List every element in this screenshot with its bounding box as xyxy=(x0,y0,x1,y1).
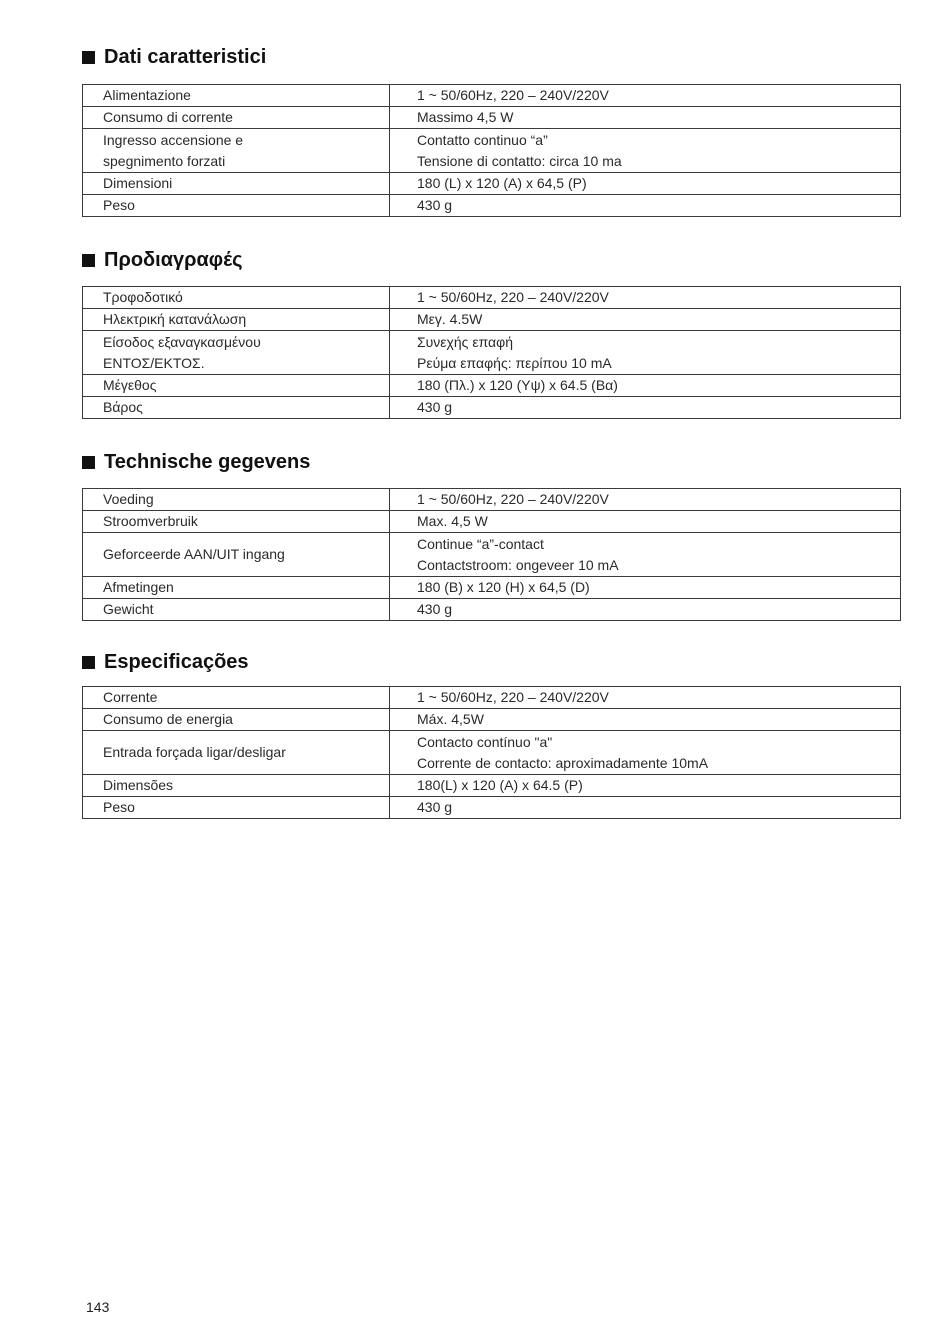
spec-label: Corrente xyxy=(83,687,390,709)
spec-table-greek xyxy=(82,286,901,419)
spec-value-line: Συνεχής επαφή xyxy=(417,333,513,350)
table-row xyxy=(83,489,901,511)
spec-label: Dimensioni xyxy=(83,173,390,195)
spec-label: Τροφοδοτικό xyxy=(83,287,390,309)
spec-value: 180 (L) x 120 (A) x 64,5 (P) xyxy=(390,173,901,195)
table-row xyxy=(83,331,901,375)
spec-label: Afmetingen xyxy=(83,577,390,599)
spec-value-line: Tensione di contatto: circa 10 ma xyxy=(417,152,622,169)
spec-value-line: Contacto contínuo "a" xyxy=(417,733,553,750)
spec-label: Geforceerde AAN/UIT ingang xyxy=(83,533,390,577)
spec-value-line: Contactstroom: ongeveer 10 mA xyxy=(417,556,619,573)
table-row xyxy=(83,195,901,217)
table-row xyxy=(83,775,901,797)
spec-value: Máx. 4,5W xyxy=(390,709,901,731)
spec-value-line: Continue “a”-contact xyxy=(417,535,544,552)
spec-value xyxy=(390,331,901,375)
spec-value: 1 ~ 50/60Hz, 220 – 240V/220V xyxy=(390,85,901,107)
table-row xyxy=(83,375,901,397)
table-row xyxy=(83,599,901,621)
section-heading-italian xyxy=(82,44,266,70)
section-title: Dati caratteristici xyxy=(104,45,267,68)
section-title: Προδιαγραφές xyxy=(104,248,243,271)
spec-value: 180(L) x 120 (A) x 64.5 (P) xyxy=(390,775,901,797)
section-title: Technische gegevens xyxy=(104,450,311,473)
table-row xyxy=(83,129,901,173)
table-row xyxy=(83,731,901,775)
table-row xyxy=(83,173,901,195)
spec-table-italian xyxy=(82,84,901,217)
spec-value: 430 g xyxy=(390,397,901,419)
spec-value: Μεγ. 4.5W xyxy=(390,309,901,331)
spec-value-line: Corrente de contacto: aproximadamente 10mA xyxy=(417,754,709,771)
spec-value xyxy=(390,731,901,775)
section-heading-dutch xyxy=(82,449,310,475)
spec-value: 1 ~ 50/60Hz, 220 – 240V/220V xyxy=(390,489,901,511)
spec-value: 180 (B) x 120 (H) x 64,5 (D) xyxy=(390,577,901,599)
table-row xyxy=(83,687,901,709)
spec-table-dutch xyxy=(82,488,901,621)
table-row xyxy=(83,533,901,577)
table-row xyxy=(83,397,901,419)
square-bullet-icon xyxy=(82,254,95,267)
spec-label: Peso xyxy=(83,797,390,819)
spec-value xyxy=(390,533,901,577)
square-bullet-icon xyxy=(82,51,95,64)
page-number: 143 xyxy=(86,1299,110,1315)
spec-value: 430 g xyxy=(390,599,901,621)
spec-label: Gewicht xyxy=(83,599,390,621)
spec-label: Βάρος xyxy=(83,397,390,419)
spec-label-line: Είσοδος εξαναγκασμένου xyxy=(103,333,261,350)
spec-label: Consumo di corrente xyxy=(83,107,390,129)
section-heading-greek xyxy=(82,247,243,273)
table-row xyxy=(83,577,901,599)
spec-value: 180 (Πλ.) x 120 (Υψ) x 64.5 (Βα) xyxy=(390,375,901,397)
spec-label: Consumo de energia xyxy=(83,709,390,731)
table-row xyxy=(83,85,901,107)
spec-table-portuguese xyxy=(82,686,901,819)
spec-value-line: Ρεύμα επαφής: περίπου 10 mA xyxy=(417,354,612,371)
table-row xyxy=(83,511,901,533)
square-bullet-icon xyxy=(82,456,95,469)
table-row xyxy=(83,309,901,331)
table-row xyxy=(83,709,901,731)
spec-value: 1 ~ 50/60Hz, 220 – 240V/220V xyxy=(390,687,901,709)
spec-value-line: Contatto continuo “a” xyxy=(417,131,548,148)
spec-label xyxy=(83,331,390,375)
spec-label: Peso xyxy=(83,195,390,217)
table-row xyxy=(83,287,901,309)
spec-value: Max. 4,5 W xyxy=(390,511,901,533)
square-bullet-icon xyxy=(82,656,95,669)
spec-label: Dimensões xyxy=(83,775,390,797)
spec-value: 430 g xyxy=(390,797,901,819)
spec-label: Alimentazione xyxy=(83,85,390,107)
spec-label-line: Ingresso accensione e xyxy=(103,131,244,148)
table-row xyxy=(83,797,901,819)
spec-label: Ηλεκτρική κατανάλωση xyxy=(83,309,390,331)
spec-label: Entrada forçada ligar/desligar xyxy=(83,731,390,775)
spec-label-line: ΕΝΤΟΣ/ΕΚΤΟΣ. xyxy=(103,354,205,371)
spec-label: Stroomverbruik xyxy=(83,511,390,533)
spec-value xyxy=(390,129,901,173)
spec-value: 1 ~ 50/60Hz, 220 – 240V/220V xyxy=(390,287,901,309)
spec-label: Voeding xyxy=(83,489,390,511)
spec-value: 430 g xyxy=(390,195,901,217)
spec-label xyxy=(83,129,390,173)
spec-label-line: spegnimento forzati xyxy=(103,152,226,169)
spec-value: Massimo 4,5 W xyxy=(390,107,901,129)
spec-label: Μέγεθος xyxy=(83,375,390,397)
section-heading-portuguese xyxy=(82,649,249,675)
section-title: Especificações xyxy=(104,650,249,673)
table-row xyxy=(83,107,901,129)
